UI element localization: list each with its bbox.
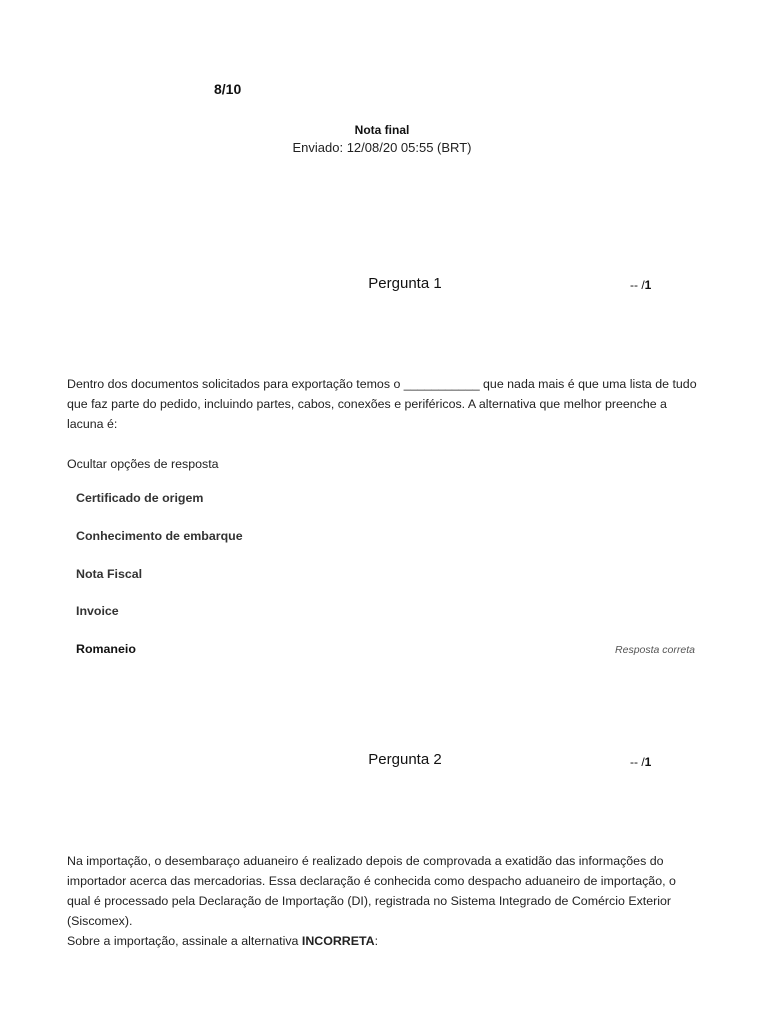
final-grade-label: Nota final [354, 123, 410, 137]
question-2-text: Na importação, o desembaraço aduaneiro é realizado depois de comprovada a exatidão das informações do importador acerca das mercadorias. Essa declaração é conhecida como despacho aduaneiro de importação, o qual é processado pela Declaração de Importação (DI), registrada no Sistema Integrado de Comércio Exterior (Siscomex). [67, 854, 676, 928]
instruction-suffix: : [374, 934, 379, 948]
total-score: 8/10 [214, 81, 242, 97]
answer-option-4[interactable]: Invoice [76, 604, 119, 618]
hide-answer-options-toggle[interactable]: Ocultar opções de resposta [67, 457, 219, 471]
answer-option-1[interactable]: Certificado de origem [76, 491, 204, 505]
question-2-score-total: 1 [644, 755, 652, 769]
instruction-prefix: Sobre a importação, assinale a alternativa [67, 934, 302, 948]
question-1-text: Dentro dos documentos solicitados para exportação temos o ___________ que nada mais é que uma lista de tudo que faz parte do pedido, incluindo partes, cabos, conexões e periféricos. A alternativa que melhor preenche a lacuna é: [67, 377, 697, 431]
instruction-emphasis: INCORRETA [301, 934, 375, 948]
correct-answer-label: Resposta correta [615, 644, 695, 656]
answer-option-5[interactable]: Romaneio [76, 642, 136, 656]
question-2-title: Pergunta 2 [368, 751, 442, 768]
question-2-score [630, 755, 651, 769]
answer-option-3[interactable]: Nota Fiscal [76, 567, 143, 581]
question-2-instruction [67, 931, 699, 951]
question-1-score [630, 278, 651, 292]
submitted-timestamp: Enviado: 12/08/20 05:55 (BRT) [292, 140, 472, 155]
question-1-score-total: 1 [644, 278, 652, 292]
question-2-score-prefix: -- / [630, 755, 645, 769]
question-1-score-prefix: -- / [630, 278, 645, 292]
answer-option-2[interactable]: Conhecimento de embarque [76, 529, 243, 543]
question-1-title: Pergunta 1 [368, 275, 442, 292]
